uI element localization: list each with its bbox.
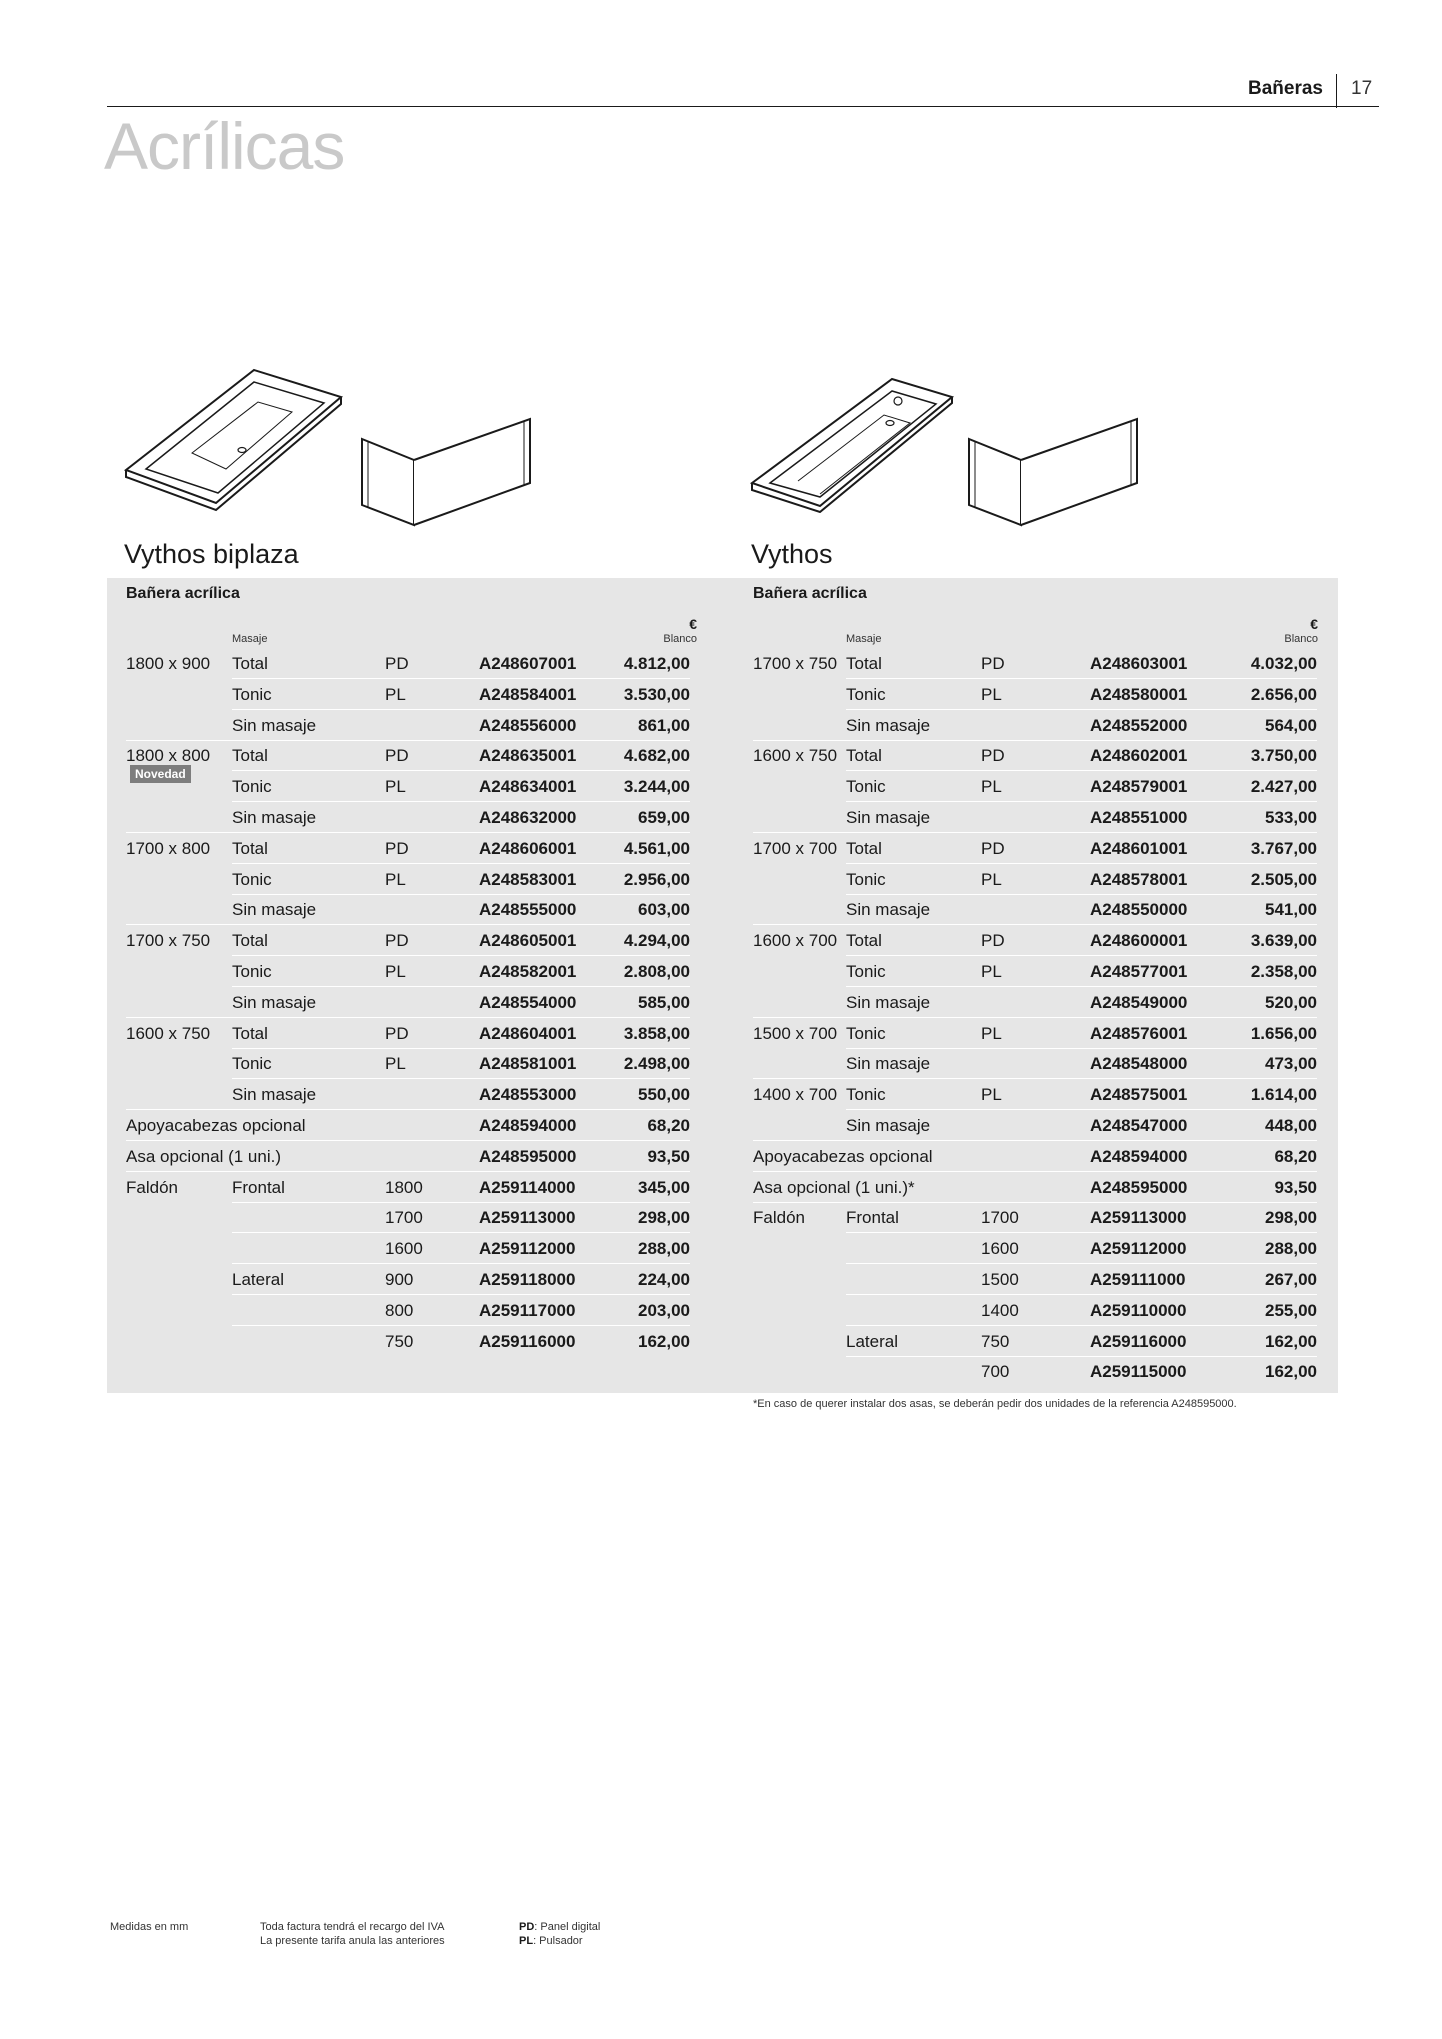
footer-legend: [519, 1920, 600, 1948]
column-header-currency: €: [689, 616, 697, 632]
cell-price: 298,00: [638, 1208, 690, 1228]
table-row: [107, 1233, 733, 1264]
table-row: [107, 1018, 733, 1049]
cell-price: 659,00: [638, 808, 690, 827]
cell-massage: Tonic: [232, 869, 272, 889]
cell-option: 1500: [981, 1270, 1019, 1289]
cell-option: PD: [385, 838, 409, 858]
cell-dimension: 1600 x 750: [126, 1023, 211, 1043]
cell-option: PD: [385, 654, 409, 673]
cell-dimension: Faldón: [753, 1208, 805, 1228]
cell-option: PL: [981, 1085, 1002, 1105]
table-row: [733, 864, 1338, 895]
cell-option: 900: [385, 1270, 414, 1289]
cell-reference: A259116000: [1090, 1331, 1187, 1351]
cell-price: 68,20: [647, 1116, 690, 1135]
legend-pd-text: : Panel digital: [534, 1921, 601, 1933]
cell-reference: A248594000: [1090, 1146, 1188, 1166]
cell-option: PL: [981, 777, 1002, 797]
table-row: [107, 1326, 733, 1357]
cell-option: PL: [981, 962, 1002, 981]
cell-option: 1700: [981, 1208, 1019, 1228]
cell-price: 3.244,00: [623, 777, 690, 797]
table-row: [107, 956, 733, 987]
cell-price: 564,00: [1265, 715, 1317, 735]
product-name-left: Vythos biplaza: [124, 539, 299, 569]
cell-price: 1.656,00: [1250, 1023, 1317, 1043]
table-row: [733, 740, 1338, 771]
cell-option: PL: [981, 1023, 1002, 1043]
table-row: [733, 1048, 1338, 1079]
cell-dimension: 1800 x 900: [126, 654, 211, 673]
cell-reference: A248547000: [1090, 1116, 1188, 1135]
cell-massage: Tonic: [846, 684, 886, 704]
cell-dimension: 1700 x 750: [126, 931, 211, 951]
cell-dimension: 1400 x 700: [753, 1085, 838, 1105]
cell-reference: A248607001: [479, 654, 577, 673]
table-row: [107, 833, 733, 864]
cell-price: 3.639,00: [1250, 931, 1317, 951]
column-header-color: Blanco: [1284, 633, 1318, 645]
cell-price: 550,00: [638, 1085, 690, 1105]
novedad-badge: Novedad: [130, 765, 191, 783]
cell-price: 2.956,00: [623, 869, 690, 889]
cell-reference: A248553000: [479, 1085, 577, 1105]
cell-reference: A248635001: [479, 746, 577, 766]
table-row: [107, 1202, 733, 1233]
cell-reference: A248634001: [479, 777, 577, 797]
cell-reference: A259111000: [1090, 1270, 1186, 1289]
table-row: [107, 894, 733, 925]
cell-massage: Tonic: [232, 777, 272, 797]
bathtub-illustration: [124, 365, 344, 525]
cell-massage: Total: [846, 654, 882, 673]
cell-option: PL: [385, 1054, 406, 1074]
column-header-masaje: Masaje: [232, 633, 268, 645]
cell-option: PD: [981, 746, 1005, 766]
cell-reference: A259115000: [1090, 1362, 1187, 1382]
cell-massage: Sin masaje: [846, 992, 931, 1012]
cell-option: PD: [385, 931, 409, 951]
table-row: [733, 1356, 1338, 1387]
table-row: [107, 1048, 733, 1079]
cell-reference: A248581001: [479, 1054, 577, 1074]
cell-price: 203,00: [638, 1300, 690, 1320]
cell-option: PL: [385, 962, 406, 981]
cell-massage: Tonic: [232, 1054, 272, 1074]
cell-massage: Total: [846, 931, 882, 951]
table-row: [733, 1018, 1338, 1049]
cell-massage: Sin masaje: [232, 715, 317, 735]
footer-tax-note: [260, 1920, 445, 1948]
table-row: [733, 802, 1338, 833]
cell-reference: A259118000: [479, 1270, 576, 1289]
cell-option: 750: [981, 1331, 1010, 1351]
table-row: [107, 987, 733, 1018]
product-name-right: Vythos: [751, 539, 833, 569]
table-row: [107, 1172, 733, 1203]
cell-massage: Total: [232, 746, 268, 766]
table-row: [733, 1295, 1338, 1326]
cell-option: PD: [981, 931, 1005, 951]
cell-reference: A248577001: [1090, 962, 1188, 981]
cell-price: 93,50: [1274, 1177, 1317, 1197]
cell-reference: A248582001: [479, 962, 577, 981]
bathtub-illustration: [750, 373, 955, 513]
cell-price: 255,00: [1265, 1300, 1317, 1320]
cell-price: 162,00: [638, 1331, 690, 1351]
table-row: [107, 1110, 733, 1141]
cell-price: 533,00: [1265, 808, 1317, 827]
cell-reference: A259114000: [479, 1177, 576, 1197]
cell-price: 4.561,00: [623, 838, 690, 858]
cell-price: 603,00: [638, 900, 690, 920]
table-row: [733, 1233, 1338, 1264]
cell-reference: A259117000: [479, 1300, 576, 1320]
cell-reference: A259112000: [479, 1239, 576, 1259]
cell-reference: A248583001: [479, 869, 577, 889]
page-title: Acrílicas: [104, 109, 345, 183]
cell-reference: A259113000: [479, 1208, 576, 1228]
column-header-currency: €: [1310, 616, 1318, 632]
cell-dimension: 1700 x 750: [753, 654, 838, 673]
cell-massage: Lateral: [846, 1331, 898, 1351]
cell-option: PL: [385, 684, 406, 704]
cell-reference: A248580001: [1090, 684, 1188, 704]
cell-reference: A248603001: [1090, 654, 1188, 673]
cell-price: 2.427,00: [1250, 777, 1317, 797]
cell-massage: Tonic: [232, 684, 272, 704]
table-row: [733, 925, 1338, 956]
table-subtitle: Bañera acrílica: [126, 585, 240, 602]
table-row: [107, 648, 733, 679]
footnote: *En caso de querer instalar dos asas, se deberán pedir dos unidades de la referencia A248595000.: [753, 1398, 1237, 1410]
cell-reference: A248602001: [1090, 746, 1188, 766]
cell-reference: A248606001: [479, 838, 577, 858]
cell-massage: Tonic: [846, 869, 886, 889]
table-row: [107, 679, 733, 710]
cell-price: 4.294,00: [623, 931, 690, 951]
cell-price: 162,00: [1265, 1362, 1317, 1382]
cell-option: 750: [385, 1331, 414, 1351]
cell-massage: Tonic: [232, 962, 272, 981]
bath-panel-illustration: [965, 415, 1140, 527]
table-row: [733, 894, 1338, 925]
table-row: [733, 1110, 1338, 1141]
table-row: [107, 767, 733, 802]
cell-massage: Tonic: [846, 777, 886, 797]
cell-massage: Total: [846, 746, 882, 766]
table-row: [733, 956, 1338, 987]
cell-reference: A248548000: [1090, 1054, 1188, 1074]
legend-pl: [519, 1934, 600, 1948]
cell-reference: A259116000: [479, 1331, 576, 1351]
footer-tariff-line: La presente tarifa anula las anteriores: [260, 1935, 445, 1947]
cell-price: 345,00: [638, 1177, 690, 1197]
cell-massage: Total: [846, 838, 882, 858]
cell-dimension: Faldón: [126, 1177, 178, 1197]
cell-option: 800: [385, 1300, 414, 1320]
cell-reference: A248554000: [479, 992, 577, 1012]
cell-dimension: Apoyacabezas opcional: [126, 1116, 306, 1135]
cell-option: 1800: [385, 1177, 423, 1197]
table-row: [733, 1141, 1338, 1172]
cell-price: 2.505,00: [1250, 869, 1317, 889]
cell-massage: Total: [232, 1023, 268, 1043]
bath-panel-illustration: [358, 415, 533, 527]
cell-option: 1400: [981, 1300, 1019, 1320]
cell-reference: A248604001: [479, 1023, 577, 1043]
cell-reference: A248576001: [1090, 1023, 1188, 1043]
cell-massage: Sin masaje: [232, 808, 317, 827]
cell-reference: A248601001: [1090, 838, 1188, 858]
cell-option: 1600: [981, 1239, 1019, 1259]
cell-price: 267,00: [1265, 1270, 1317, 1289]
column-header-masaje: Masaje: [846, 633, 882, 645]
cell-price: 861,00: [638, 715, 690, 735]
cell-reference: A248552000: [1090, 715, 1188, 735]
cell-reference: A248555000: [479, 900, 577, 920]
table-row: [107, 1141, 733, 1172]
cell-dimension: Asa opcional (1 uni.): [126, 1146, 281, 1166]
cell-price: 4.682,00: [623, 746, 690, 766]
table-subtitle: Bañera acrílica: [753, 585, 867, 602]
cell-reference: A248549000: [1090, 992, 1188, 1012]
cell-massage: Frontal: [846, 1208, 899, 1228]
cell-reference: A248600001: [1090, 931, 1188, 951]
cell-reference: A248578001: [1090, 869, 1188, 889]
cell-massage: Total: [232, 654, 268, 673]
cell-price: 3.767,00: [1250, 838, 1317, 858]
cell-massage: Frontal: [232, 1177, 285, 1197]
cell-price: 448,00: [1265, 1116, 1317, 1135]
cell-dimension: 1700 x 800: [126, 838, 211, 858]
price-table-left: [107, 578, 733, 1393]
legend-pd-abbr: PD: [519, 1921, 535, 1933]
cell-price: 93,50: [647, 1146, 690, 1166]
cell-price: 2.358,00: [1250, 962, 1317, 981]
footer-tax-line: Toda factura tendrá el recargo del IVA: [260, 1921, 445, 1933]
cell-reference: A259112000: [1090, 1239, 1187, 1259]
cell-price: 288,00: [638, 1239, 690, 1259]
cell-option: PL: [385, 869, 406, 889]
cell-dimension: Apoyacabezas opcional: [753, 1146, 933, 1166]
cell-price: 585,00: [638, 992, 690, 1012]
header-separator: [1336, 74, 1337, 108]
cell-dimension: 1600 x 700: [753, 931, 838, 951]
cell-option: 700: [981, 1362, 1010, 1382]
cell-price: 288,00: [1265, 1239, 1317, 1259]
cell-reference: A248556000: [479, 715, 577, 735]
cell-massage: Sin masaje: [232, 992, 317, 1012]
cell-reference: A248575001: [1090, 1085, 1188, 1105]
cell-massage: Total: [232, 838, 268, 858]
cell-massage: Sin masaje: [846, 900, 931, 920]
table-row: [733, 1264, 1338, 1295]
cell-massage: Sin masaje: [846, 715, 931, 735]
table-row: [733, 1202, 1338, 1233]
cell-massage: Tonic: [846, 1023, 886, 1043]
cell-price: 3.858,00: [623, 1023, 690, 1043]
table-row: [107, 925, 733, 956]
table-row: [107, 710, 733, 741]
cell-price: 2.498,00: [623, 1054, 690, 1074]
cell-price: 473,00: [1265, 1054, 1317, 1074]
cell-price: 3.750,00: [1250, 746, 1317, 766]
cell-price: 68,20: [1274, 1146, 1317, 1166]
cell-price: 162,00: [1265, 1331, 1317, 1351]
page-number: 17: [1351, 78, 1373, 99]
cell-price: 541,00: [1265, 900, 1317, 920]
table-row: [733, 771, 1338, 802]
table-row: [107, 1079, 733, 1110]
cell-reference: A248605001: [479, 931, 577, 951]
cell-massage: Tonic: [846, 962, 886, 981]
cell-dimension: 1600 x 750: [753, 746, 838, 766]
cell-reference: A248595000: [479, 1146, 577, 1166]
cell-massage: Sin masaje: [846, 1116, 931, 1135]
cell-dimension: Asa opcional (1 uni.)*: [753, 1177, 915, 1197]
cell-option: 1600: [385, 1239, 423, 1259]
cell-option: 1700: [385, 1208, 423, 1228]
table-row: [733, 987, 1338, 1018]
cell-massage: Lateral: [232, 1270, 284, 1289]
table-row: [733, 1079, 1338, 1110]
table-row: [107, 1295, 733, 1326]
price-table-right: [733, 578, 1338, 1393]
cell-massage: Sin masaje: [232, 1085, 317, 1105]
cell-reference: A248632000: [479, 808, 577, 827]
legend-pl-text: : Pulsador: [533, 1935, 583, 1947]
table-row: [733, 679, 1338, 710]
legend-pl-abbr: PL: [519, 1935, 534, 1947]
cell-reference: A248594000: [479, 1116, 577, 1135]
cell-dimension: 1800 x 800: [126, 746, 211, 766]
cell-reference: A248584001: [479, 684, 577, 704]
cell-reference: A248551000: [1090, 808, 1188, 827]
column-header-color: Blanco: [663, 633, 697, 645]
cell-price: 224,00: [638, 1270, 690, 1289]
legend-pd: [519, 1920, 600, 1934]
cell-option: PL: [385, 777, 406, 797]
cell-option: PD: [385, 1023, 409, 1043]
cell-option: PD: [385, 746, 409, 766]
cell-option: PD: [981, 654, 1005, 673]
cell-dimension: 1500 x 700: [753, 1023, 838, 1043]
cell-dimension: 1700 x 700: [753, 838, 838, 858]
cell-price: 3.530,00: [623, 684, 690, 704]
cell-reference: A248550000: [1090, 900, 1188, 920]
cell-massage: Sin masaje: [846, 1054, 931, 1074]
table-row: [733, 833, 1338, 864]
table-row: [733, 648, 1338, 679]
cell-massage: Tonic: [846, 1085, 886, 1105]
table-row: [107, 802, 733, 833]
table-row: [733, 1172, 1338, 1203]
header-rule: [107, 106, 1379, 107]
table-row: [733, 1326, 1338, 1357]
cell-massage: Sin masaje: [846, 808, 931, 827]
cell-reference: A259110000: [1090, 1300, 1187, 1320]
cell-option: PL: [981, 869, 1002, 889]
cell-massage: Sin masaje: [232, 900, 317, 920]
table-row: [107, 740, 733, 771]
footer-units: Medidas en mm: [110, 1921, 189, 1933]
cell-price: 298,00: [1265, 1208, 1317, 1228]
table-row: [733, 710, 1338, 741]
cell-reference: A248579001: [1090, 777, 1188, 797]
cell-reference: A248595000: [1090, 1177, 1188, 1197]
cell-price: 4.032,00: [1250, 654, 1317, 673]
table-row: [107, 1264, 733, 1295]
cell-price: 4.812,00: [623, 654, 690, 673]
cell-price: 2.808,00: [623, 962, 690, 981]
cell-option: PD: [981, 838, 1005, 858]
cell-reference: A259113000: [1090, 1208, 1187, 1228]
cell-price: 1.614,00: [1250, 1085, 1317, 1105]
cell-massage: Total: [232, 931, 268, 951]
section-title: Bañeras: [1248, 78, 1323, 99]
cell-price: 2.656,00: [1250, 684, 1317, 704]
cell-price: 520,00: [1265, 992, 1317, 1012]
table-row: [107, 864, 733, 895]
cell-option: PL: [981, 684, 1002, 704]
